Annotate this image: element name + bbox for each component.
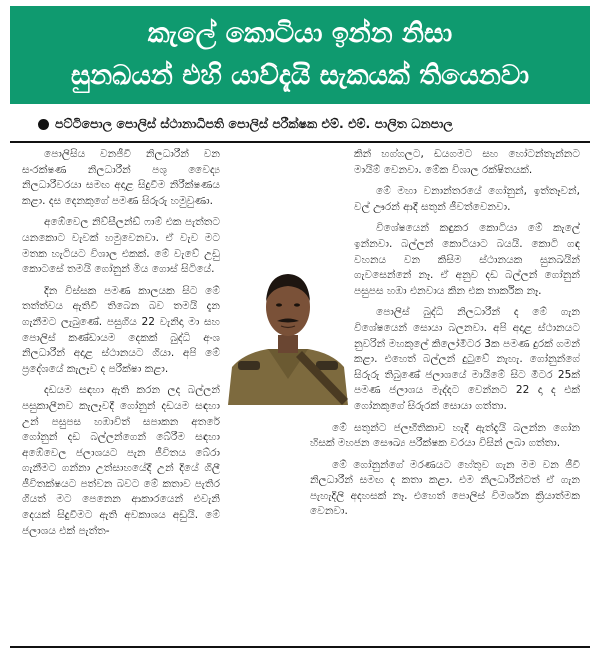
bullet-icon [38, 119, 49, 130]
paragraph: විශේෂයෙන් කඳුකර කොටියා මේ කැලේ ඉන්නවා. බල්ලන් කොටියාට බයයි. කොටි ගඳ වහනය වන කිසිම ස්ථානයක සුනඛයින් ගැවසෙන්නේ නෑ. ඒ අනුව දඩ බල්ලන් ගෝනුන් පසුපස හඹා එනවාය කින එක තාර්කික නෑ. [354, 222, 580, 297]
headline-line-2: සුනඛයන් එහි යාව්දැයි සැකයක් තියෙනවා [70, 60, 530, 91]
bottom-divider [10, 646, 590, 648]
headline-banner [10, 6, 590, 104]
paragraph: මේ මහා වනාන්තරයේ ගෝනුන්, ඉත්තෑවන්, වල් ඌරන් ආදී සතුන් ජීවත්වෙනවා. [354, 185, 580, 213]
officer-photo [224, 257, 352, 405]
paragraph: අඹේවෙල නිව්සීලන්ඩ් ෆාම් එක පැත්තට යනකොට වැවක් හමුවෙනවා. ඒ වැව මට මතක හැටියට විශාල එකක්. මේ වැවේ උඩු කොටසේ තමයි ගෝනුන් මිය ගොස් සිටියේ. [22, 216, 220, 276]
paragraph: පොලිසිය වනජීවී නිලධාරීන් වන සංරක්ෂණ නිලධාරීන් පශු වෛද්‍ය නිලධාරීවරයා සමඟ අදාළ සිදුවීම නිරීක්ෂණය කළා. දස දෙනකුගේ පමණ සිරුරු හමුවුණා. [22, 148, 220, 207]
paragraph: පොලිස් බුද්ධි නිලධාරීන් ද මේ ගැන විශේෂයෙන් සොයා බලනවා. අපි අදාළ ස්ථානයට නුවරින් මහකුලේ කිලෝමීටර 3ක පමණ දුරක් ගමන් කළා. එහෙත් බල්ලන් දුටුවේ නැහැ. ගෝනුන්ගේ සිරුරු තිබුණේ ජලාශයේ මායිමේ සිට මීටර 25ක් පමණ ජලාශය මැද්දට වෙන්නට 22 දා ද එක් ගෝනකුගේ සිරුරක් සොයා ගත්තා. [354, 306, 580, 412]
paragraph: දඩයම සඳහා ඇති කරන ලද බල්ලන් පසුකාලීනව කැලෑවදී ගෝනුන් දඩයම සඳහා උන් පසුපස හඹාවිත් සපාකන අතරේ ගෝනුන් දඩ බල්ලන්ගෙන් බේරීම සඳහා අඹේවෙල ජලාශයට පැන ජීවිතය බේරා ගැනීමට ගන්නා උත්සාහයේදී උන් දියේ ගිලී ජීවිතක්ෂයට පත්වන බවට මේ කතාව පැතිර ගියත් මට පෙනෙන ආකාරයෙන් එවැනි දෙයක් සිදුවීමට ඇති අවකාශය අඩුයි. මේ ජලාශය එක් පැත්ත- [22, 384, 220, 537]
paragraph: කින් හග්ගලට, ඩයගමට සහ හෝටන්තැන්නට මායිම් වෙනවා. මේක විශාල රක්ෂිතයක්. [354, 148, 580, 176]
portrait-image [224, 257, 352, 405]
headline-line-1: කැලේ කොටියා ඉන්න නිසා [147, 18, 453, 49]
paragraph: මේ ගෝනුන්ගේ මරණයට හේතුව ගැන මම වන ජීවී නිලධාරීන් සමඟ ද කතා කළා. එම නිලධාරීන්ටත් ඒ ගැන පැහැදිලි අදහසක් නෑ. එහෙත් පොලිස් විමර්ශන ක්‍රියාත්මක වෙනවා. [310, 458, 580, 518]
byline [10, 112, 590, 136]
paragraph: දින විස්සක පමණ කාලයක සිට මේ තත්ත්වය ඇතිවී තිබෙන බව තමයි දැන ගැනීමට ලැබුණේ. පසුගිය 22 වැනිදා මා සහ පොලිස් කණ්ඩායම දෙකක් බුද්ධි අංශ නිලධාරීන් අදාළ ස්ථානයට ගියා. අපි මේ ප්‍රදේශයේ කැලෑව ද පරීක්ෂා කළා. [22, 284, 220, 375]
byline-text: පට්ටිපොල පොලිස් ස්ථානාධිපති පොලිස් පරීක්ෂක එම්. එම්. පාලිත ධනපාල [55, 116, 453, 131]
paragraph: මේ සතුන්ට ජලභීතිකාව හැදී ඇත්දැයි බලන්න ගෝන හිසක් මහජන සෞඛ්‍ය පරීක්ෂක වරයා විසින් ලබා ගත්තා. [310, 421, 580, 450]
top-divider [10, 141, 590, 143]
